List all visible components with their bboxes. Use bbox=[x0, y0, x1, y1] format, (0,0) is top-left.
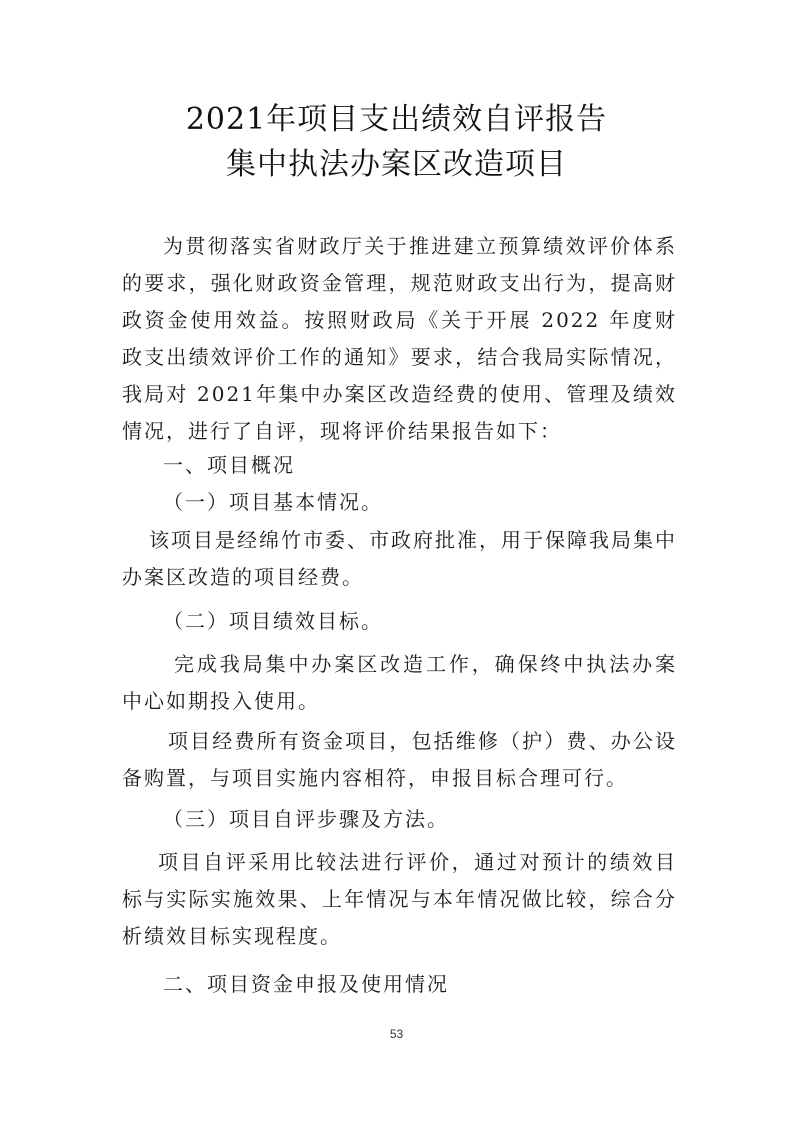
subsection-1-text: 该项目是经绵竹市委、市政府批准，用于保障我局集中办案区改造的项目经费。 bbox=[122, 528, 677, 589]
subsection-2-text-2: 项目经费所有资金项目，包括维修（护）费、办公设备购置，与项目实施内容相符，申报目标合理可行。 bbox=[122, 729, 677, 790]
subsection-3-text: 项目自评采用比较法进行评价，通过对预计的绩效目标与实际实施效果、上年情况与本年情况做比较，综合分析绩效目标实现程度。 bbox=[122, 850, 677, 948]
intro-paragraph: 为贯彻落实省财政厅关于推进建立预算绩效评价体系的要求，强化财政资金管理，规范财政支出行为，提高财政资金使用效益。按照财政局《关于开展 2022 年度财政支出绩效评价工作的通知》要求，结合我局实际情况，我局对 2021年集中办案区改造经费的使用、管理及绩效情况，进行了自评，现将评价结果报告如下： bbox=[122, 234, 677, 443]
subsection-3-heading: （三）项目自评步骤及方法。 bbox=[163, 807, 449, 831]
section-1-heading: 一、项目概况 bbox=[163, 453, 295, 477]
page-number: 53 bbox=[389, 1027, 404, 1041]
subsection-1-heading: （一）项目基本情况。 bbox=[163, 490, 383, 514]
subsection-2-heading: （二）项目绩效目标。 bbox=[163, 609, 383, 633]
subsection-2-text-1: 完成我局集中办案区改造工作，确保终中执法办案中心如期投入使用。 bbox=[122, 652, 677, 713]
report-subtitle: 集中执法办案区改造项目 bbox=[226, 147, 567, 182]
report-title: 2021年项目支出绩效自评报告 bbox=[185, 102, 608, 137]
section-2-heading: 二、项目资金申报及使用情况 bbox=[163, 972, 449, 996]
